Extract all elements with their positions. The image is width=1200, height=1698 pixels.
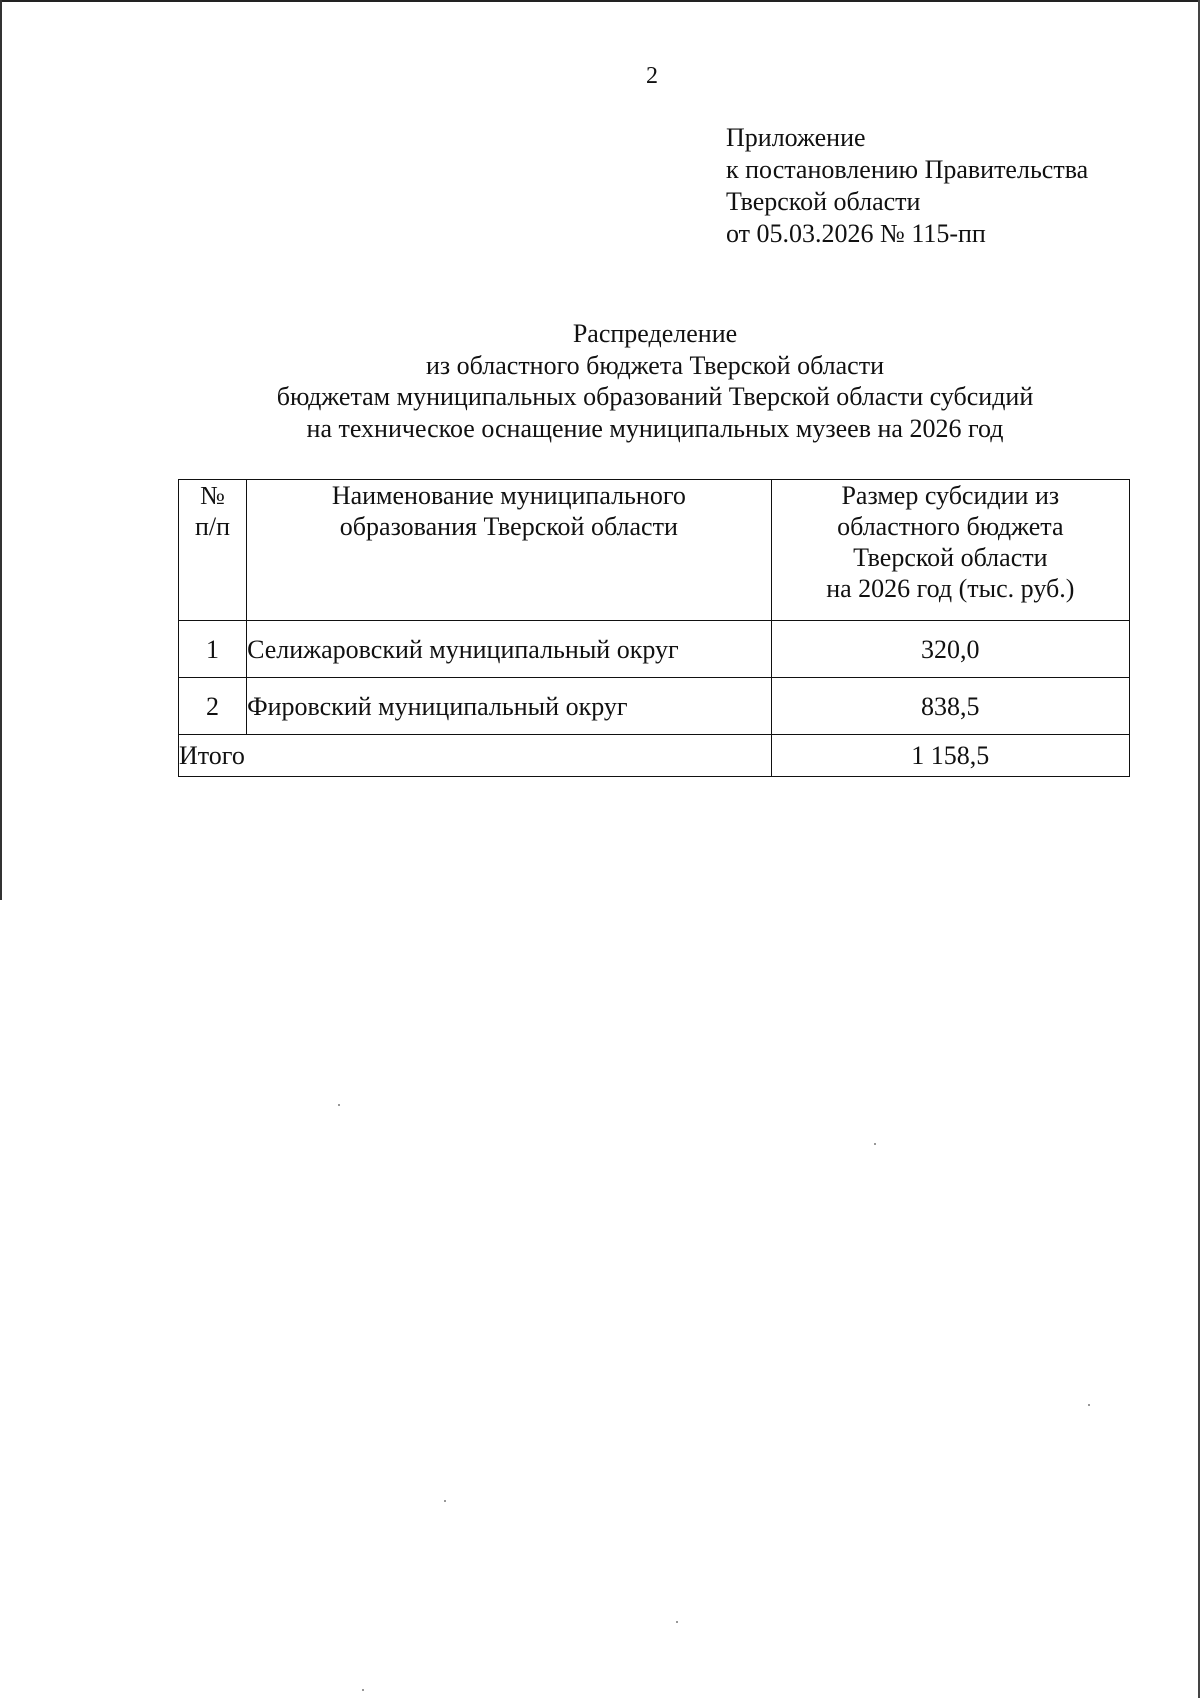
title-line: на техническое оснащение муниципальных музеев на 2026 год [306, 413, 1004, 443]
header-municipality-name [247, 480, 772, 621]
scan-speck [362, 1689, 364, 1691]
annex-line: от 05.03.2026 № 115-пп [726, 219, 986, 248]
header-amount-line: Тверской области [853, 543, 1048, 572]
header-number [179, 480, 247, 621]
scan-speck [676, 1621, 678, 1623]
scan-edge-top [0, 0, 1200, 2]
page-number: 2 [646, 63, 658, 89]
document-title [150, 318, 1160, 444]
header-name-line: образования Тверской области [339, 512, 678, 541]
header-amount-line: областного бюджета [837, 512, 1064, 541]
table-header-row [179, 480, 1130, 621]
total-row [179, 735, 1130, 777]
header-name-line: Наименование муниципального [331, 481, 686, 510]
annex-line: Тверской области [726, 187, 921, 216]
annex-line: Приложение [726, 123, 866, 152]
header-amount-line: Размер субсидии из [841, 481, 1060, 510]
row-number: 2 [179, 678, 247, 735]
header-amount-line: на 2026 год (тыс. руб.) [826, 574, 1075, 603]
row-municipality: Селижаровский муниципальный округ [247, 621, 772, 678]
table-row [179, 678, 1130, 735]
annex-block [726, 122, 1088, 250]
header-subsidy-amount [771, 480, 1129, 621]
annex-line: к постановлению Правительства [726, 155, 1089, 184]
row-municipality: Фировский муниципальный округ [247, 678, 772, 735]
scan-speck [1088, 1404, 1090, 1406]
table-row [179, 621, 1130, 678]
scan-speck [874, 1143, 876, 1145]
subsidy-table [178, 479, 1130, 777]
title-line: бюджетам муниципальных образований Тверской области субсидий [276, 382, 1034, 411]
row-amount: 320,0 [771, 621, 1129, 678]
header-number-line: п/п [195, 512, 231, 541]
title-line: из областного бюджета Тверской области [426, 350, 884, 380]
row-number: 1 [179, 621, 247, 678]
total-amount: 1 158,5 [771, 735, 1129, 777]
scan-speck [338, 1104, 340, 1106]
total-label: Итого [179, 735, 772, 777]
title-line: Распределение [572, 319, 738, 348]
scan-edge-left [0, 0, 2, 900]
header-number-line: № [200, 481, 225, 510]
row-amount: 838,5 [771, 678, 1129, 735]
scan-speck [444, 1500, 446, 1502]
